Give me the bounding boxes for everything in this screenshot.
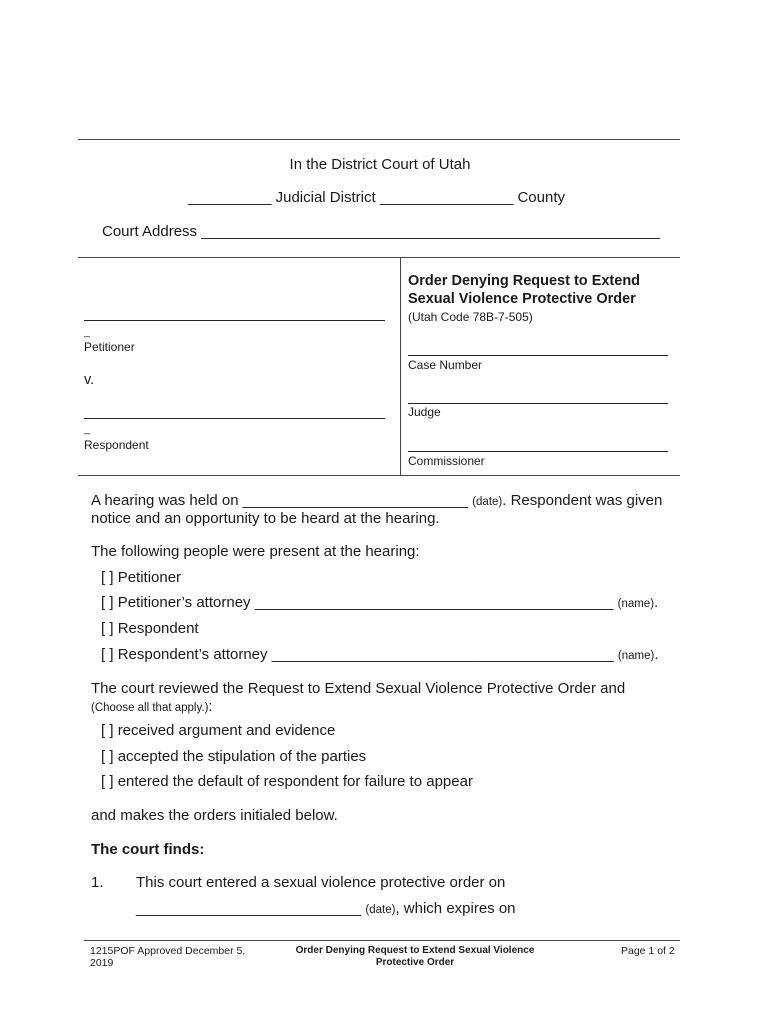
respondent-name-line[interactable] bbox=[84, 418, 385, 419]
present-intro: The following people were present at the hearing: bbox=[91, 543, 420, 560]
commissioner-label: Commissioner bbox=[408, 454, 485, 468]
finding-1-number: 1. bbox=[91, 874, 104, 891]
present-resp-attorney-row bbox=[101, 646, 659, 663]
hearing-paragraph-line2: notice and an opportunity to be heard at the hearing. bbox=[91, 510, 440, 527]
option-argument-label: received argument and evidence bbox=[117, 722, 336, 739]
caption-divider bbox=[400, 257, 401, 475]
option-stipulation-label: accepted the stipulation of the parties bbox=[117, 748, 367, 765]
document-title-line1: Order Denying Request to Extend bbox=[408, 273, 641, 289]
resp-attorney-name-hint: (name) bbox=[617, 650, 655, 662]
court-address-blank[interactable]: _______________________________________________________ bbox=[201, 223, 661, 240]
county-label: County bbox=[517, 189, 565, 206]
checkbox-argument[interactable]: [ ] bbox=[101, 722, 114, 739]
document-title-line2: Sexual Violence Protective Order bbox=[408, 291, 636, 307]
hearing-date-hint: (date) bbox=[472, 496, 503, 508]
finding-1-text: This court entered a sexual violence protective order on bbox=[136, 874, 506, 891]
petitioner-dash: _ bbox=[84, 326, 91, 338]
court-address-label: Court Address bbox=[102, 223, 198, 240]
checkbox-pet-attorney[interactable]: [ ] bbox=[101, 594, 114, 611]
petitioner-name-line[interactable] bbox=[84, 320, 385, 321]
footer-form-id: 1215POF Approved December 5, 2019 bbox=[90, 945, 246, 969]
present-petitioner-label: Petitioner bbox=[117, 569, 182, 586]
footer-rule bbox=[84, 940, 680, 941]
district-label: Judicial District bbox=[275, 189, 376, 206]
versus-label: v. bbox=[84, 372, 95, 388]
footer-page-number: Page 1 of 2 bbox=[621, 945, 675, 957]
caption-top-rule bbox=[78, 257, 680, 258]
choose-hint: (Choose all that apply.) bbox=[91, 702, 209, 714]
footer-title bbox=[270, 945, 560, 969]
choose-colon: : bbox=[208, 698, 213, 715]
present-resp-attorney-label: Respondent’s attorney bbox=[117, 646, 268, 663]
respondent-label: Respondent bbox=[84, 438, 149, 452]
present-pet-attorney-row bbox=[101, 594, 658, 611]
present-respondent-label: Respondent bbox=[117, 620, 199, 637]
checkbox-respondent[interactable]: [ ] bbox=[101, 620, 114, 637]
district-line bbox=[188, 189, 565, 206]
present-respondent-row bbox=[101, 620, 199, 637]
present-petitioner-row bbox=[101, 569, 181, 586]
resp-attorney-name-blank[interactable]: _________________________________________ bbox=[271, 646, 614, 663]
court-name: In the District Court of Utah bbox=[289, 156, 471, 173]
reviewed-line: The court reviewed the Request to Extend Sexual Violence Protective Order and bbox=[91, 680, 626, 697]
option-default-row bbox=[101, 773, 473, 790]
code-reference: (Utah Code 78B-7-505) bbox=[408, 310, 533, 324]
commissioner-line[interactable] bbox=[408, 451, 668, 452]
finding-1-date-blank[interactable]: ___________________________ bbox=[136, 900, 362, 917]
finding-1-line2 bbox=[136, 900, 516, 917]
hearing-date-blank[interactable]: ___________________________ bbox=[242, 492, 469, 509]
checkbox-petitioner[interactable]: [ ] bbox=[101, 569, 114, 586]
option-stipulation-row bbox=[101, 748, 366, 765]
option-default-label: entered the default of respondent for failure to appear bbox=[117, 773, 473, 790]
finding-1-date-hint: (date) bbox=[365, 904, 396, 916]
footer-title-line2: Protective Order bbox=[375, 957, 455, 968]
district-blank[interactable]: __________ bbox=[188, 189, 272, 206]
petitioner-label: Petitioner bbox=[84, 340, 135, 354]
pet-attorney-name-blank[interactable]: ___________________________________________ bbox=[254, 594, 614, 611]
checkbox-default[interactable]: [ ] bbox=[101, 773, 114, 790]
choose-line bbox=[91, 698, 213, 716]
hearing-prefix: A hearing was held on bbox=[91, 492, 239, 509]
case-number-label: Case Number bbox=[408, 358, 483, 372]
orders-line: and makes the orders initialed below. bbox=[91, 807, 338, 824]
judge-line[interactable] bbox=[408, 403, 668, 404]
hearing-suffix: . Respondent was given bbox=[502, 492, 663, 509]
caption-bottom-rule bbox=[78, 475, 680, 476]
hearing-paragraph-line1 bbox=[91, 492, 662, 509]
court-address-line bbox=[102, 223, 660, 240]
checkbox-resp-attorney[interactable]: [ ] bbox=[101, 646, 114, 663]
option-argument-row bbox=[101, 722, 335, 739]
resp-attorney-period: . bbox=[654, 646, 659, 663]
judge-label: Judge bbox=[408, 405, 441, 419]
top-rule bbox=[78, 139, 680, 140]
pet-attorney-name-hint: (name) bbox=[617, 598, 655, 610]
court-finds-heading: The court finds: bbox=[91, 841, 205, 858]
pet-attorney-period: . bbox=[654, 594, 659, 611]
present-pet-attorney-label: Petitioner’s attorney bbox=[117, 594, 251, 611]
case-number-line[interactable] bbox=[408, 355, 668, 356]
finding-1-suffix: , which expires on bbox=[395, 900, 516, 917]
footer-title-line1: Order Denying Request to Extend Sexual Violence bbox=[295, 945, 535, 956]
county-blank[interactable]: ________________ bbox=[379, 189, 514, 206]
respondent-dash: _ bbox=[84, 423, 91, 435]
checkbox-stipulation[interactable]: [ ] bbox=[101, 748, 114, 765]
